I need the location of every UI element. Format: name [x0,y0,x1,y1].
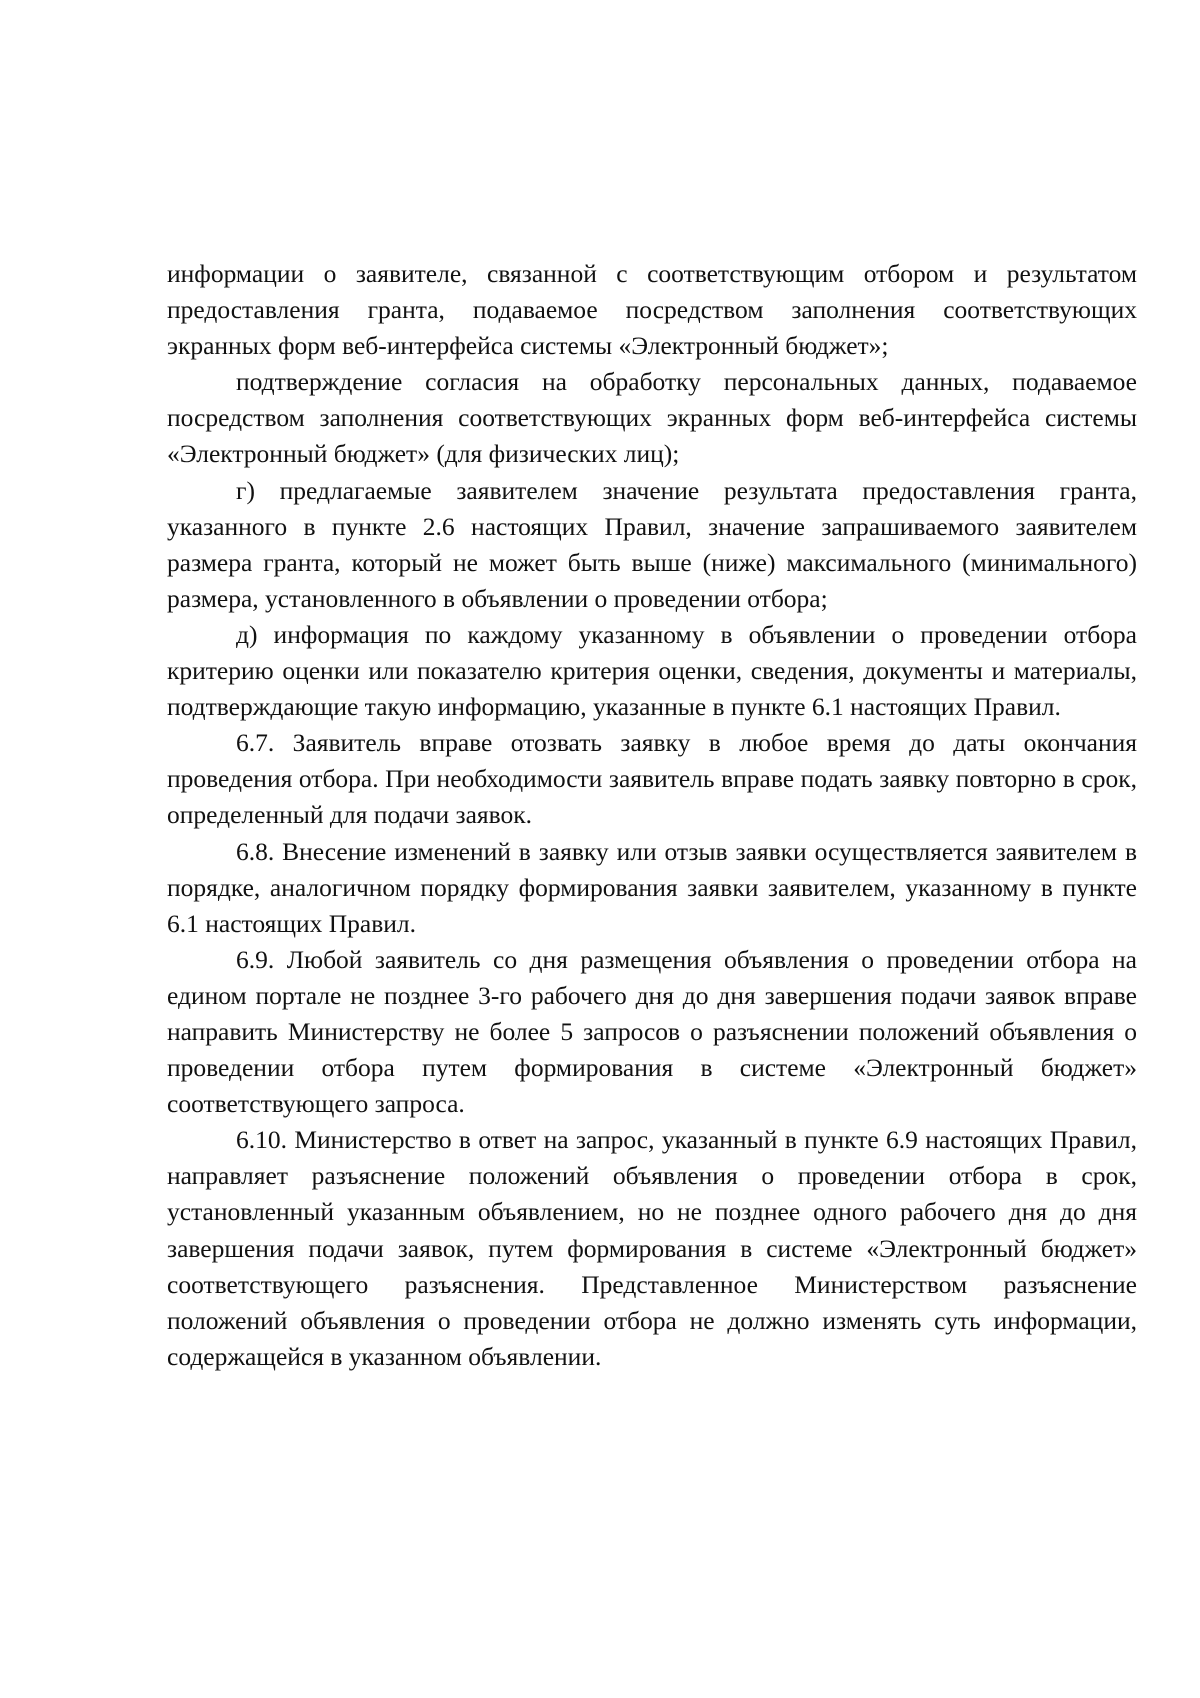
paragraph-6-10: 6.10. Министерство в ответ на запрос, указанный в пункте 6.9 настоящих Правил, направляет разъяснение положений объявления о проведении отбора в срок, установленный указанным объявлением, но не позднее одного рабочего дня до дня завершения подачи заявок, путем формирования в системе «Электронный бюджет» соответствующего разъяснения. Представленное Министерством разъяснение положений объявления о проведении отбора не должно изменять суть информации, содержащейся в указанном объявлении. [167,1125,1137,1371]
paragraph-item-d: д) информация по каждому указанному в объявлении о проведении отбора критерию оценки или показателю критерия оценки, сведения, документы и материалы, подтверждающие такую информацию, указанные в пункте 6.1 настоящих Правил. [167,619,1137,722]
paragraph-personal-data-consent: подтверждение согласия на обработку персональных данных, подаваемое посредством заполнения соответствующих экранных форм веб-интерфейса системы «Электронный бюджет» (для физических лиц); [167,367,1137,469]
paragraph-item-g: г) предлагаемые заявителем значение результата предоставления гранта, указанного в пункте 2.6 настоящих Правил, значение запрашиваемого заявителем размера гранта, который не может быть выше (ниже) максимального (минимального) размера, установленного в объявлении о проведении отбора; [167,475,1137,613]
document-body [167,256,1137,1375]
paragraph-6-9: 6.9. Любой заявитель со дня размещения объявления о проведении отбора на едином портале не позднее 3-го рабочего дня до дня завершения подачи заявок вправе направить Министерству не более 5 запросов о разъяснении положений объявления о проведении отбора путем формирования в системе «Электронный бюджет» соответствующего запроса. [167,944,1137,1119]
paragraph-6-7: 6.7. Заявитель вправе отозвать заявку в любое время до даты окончания проведения отбора. При необходимости заявитель вправе подать заявку повторно в срок, определенный для подачи заявок. [167,728,1137,830]
paragraph-6-8: 6.8. Внесение изменений в заявку или отзыв заявки осуществляется заявителем в порядке, аналогичном порядку формирования заявки заявителем, указанному в пункте 6.1 настоящих Правил. [167,836,1137,938]
paragraph-applicant-info-continuation: информации о заявителе, связанной с соответствующим отбором и результатом предоставления гранта, подаваемое посредством заполнения соответствующих экранных форм веб-интерфейса системы «Электронный бюджет»; [167,259,1137,361]
